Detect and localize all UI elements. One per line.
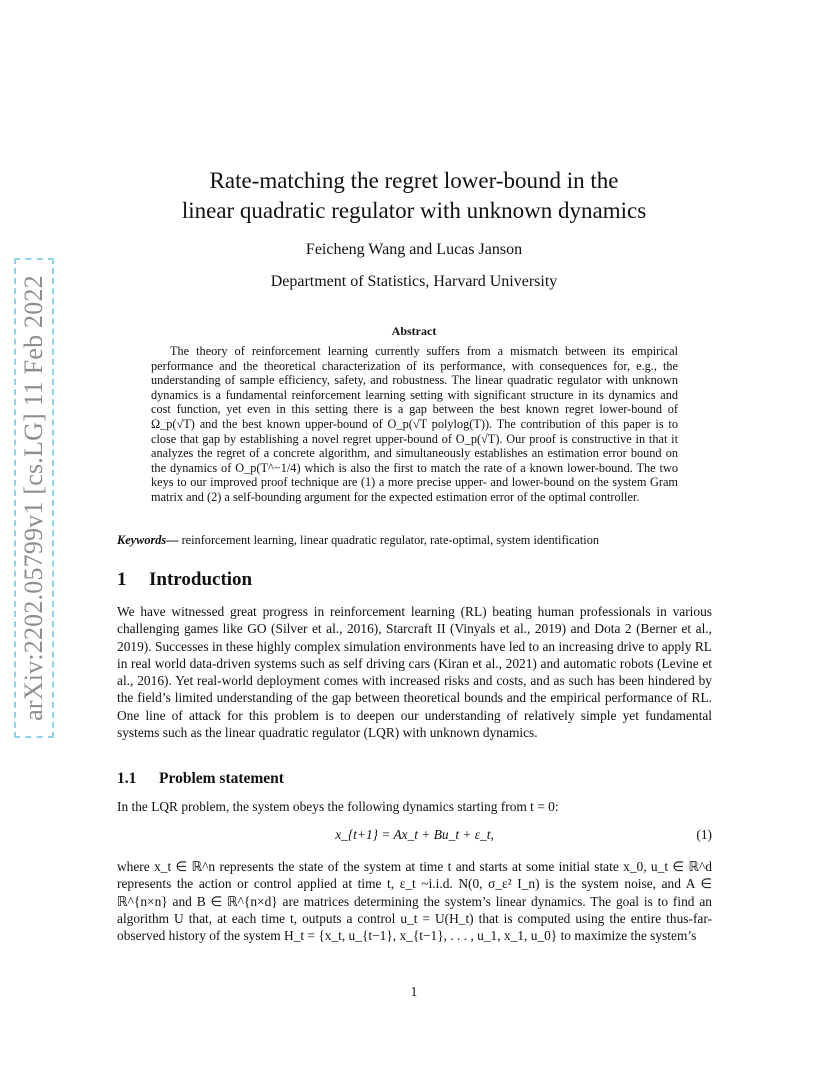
problem-statement-paragraph: where x_t ∈ ℝ^n represents the state of the system at time t and starts at some initial state x_0, u_t ∈ ℝ^d represents the action or control applied at time t, ε_t ~i.i.d. N(0, σ_ε² I_n) is the system noise, and A ∈ ℝ^{n×n} and B ∈ ℝ^{n×d} are matrices determining the system’s linear dynamics. The goal is to find an algorithm U that, at each time t, outputs a control u_t = U(H_t) that is computed using the entire thus-far-observed history of the system H_t = {x_t, u_{t−1}, x_{t−1}, . . . , u_1, x_1, u_0} to maximize the system’s [117,859,712,944]
arxiv-identifier-stamp[interactable] [14,258,54,738]
subsection-number: 1.1 [117,770,137,787]
title-line-2: linear quadratic regulator with unknown dynamics [181,198,647,223]
abstract-text-content: The theory of reinforcement learning currently suffers from a mismatch between its empirical performance and the theoretical characterization of its performance, with consequences for, e.g., the understanding of sample efficiency, safety, and robustness. The linear quadratic regulator with unknown dynamics is a fundamental reinforcement learning setting with significant structure in its dynamics and cost function, yet even in this setting there is a gap between the best known regret lower-bound of Ω_p(√T) and the best known upper-bound of O_p(√T polylog(T)). The contribution of this paper is to close that gap by establishing a novel regret upper-bound of O_p(√T). Our proof is constructive in that it analyzes the regret of a concrete algorithm, and simultaneously establishes an estimation error bound on the dynamics of O_p(T^−1/4) which is also the first to match the rate of a known lower-bound. The two keys to our improved proof technique are (1) a more precise upper- and lower-bound on the system Gram matrix and (2) a self-bounding argument for the expected estimation error of the optimal controller. [151,344,678,504]
introduction-paragraph: We have witnessed great progress in reinforcement learning (RL) beating human professionals in various challenging games like GO (Silver et al., 2016), Starcraft II (Vinyals et al., 2019) and Dota 2 (Berner et al., 2019). Successes in these highly complex simulation environments have led to an increasing drive to apply RL in real world data-driven systems such as self driving cars (Kiran et al., 2021) and automatic robots (Levine et al., 2016). Yet real-world deployment comes with increased risks and costs, and as such has been hindered by the field’s limited understanding of the gap between theoretical bounds and the empirical performance of RL. One line of attack for this problem is to deepen our understanding of relatively simple yet fundamental systems such as the linear quadratic regulator (LQR) with unknown dynamics. [117,604,712,741]
keywords-text: reinforcement learning, linear quadratic regulator, rate-optimal, system identification [181,533,600,547]
subsection-title: Problem statement [159,770,284,787]
author-list: Feicheng Wang and Lucas Janson [305,241,523,258]
keywords-label: Keywords— [117,533,179,547]
page-number: 1 [410,984,418,999]
title-line-1: Rate-matching the regret lower-bound in the [209,168,619,193]
paper-title [120,166,708,226]
keywords-line [117,533,717,548]
equation-number: (1) [696,827,712,842]
affiliation: Department of Statistics, Harvard University [270,273,558,290]
abstract-heading: Abstract [391,324,437,338]
equation-expression: x_{t+1} = Ax_t + Bu_t + ε_t, [335,827,494,842]
section-title: Introduction [149,569,253,590]
section-heading-introduction [117,569,252,591]
abstract-text [151,344,678,505]
subsection-heading-problem-statement [117,770,284,788]
section-number: 1 [117,569,127,590]
arxiv-identifier-text: arXiv:2202.05799v1 [cs.LG] 11 Feb 2022 [19,275,49,721]
problem-statement-intro: In the LQR problem, the system obeys the following dynamics starting from t = 0: [117,799,559,814]
